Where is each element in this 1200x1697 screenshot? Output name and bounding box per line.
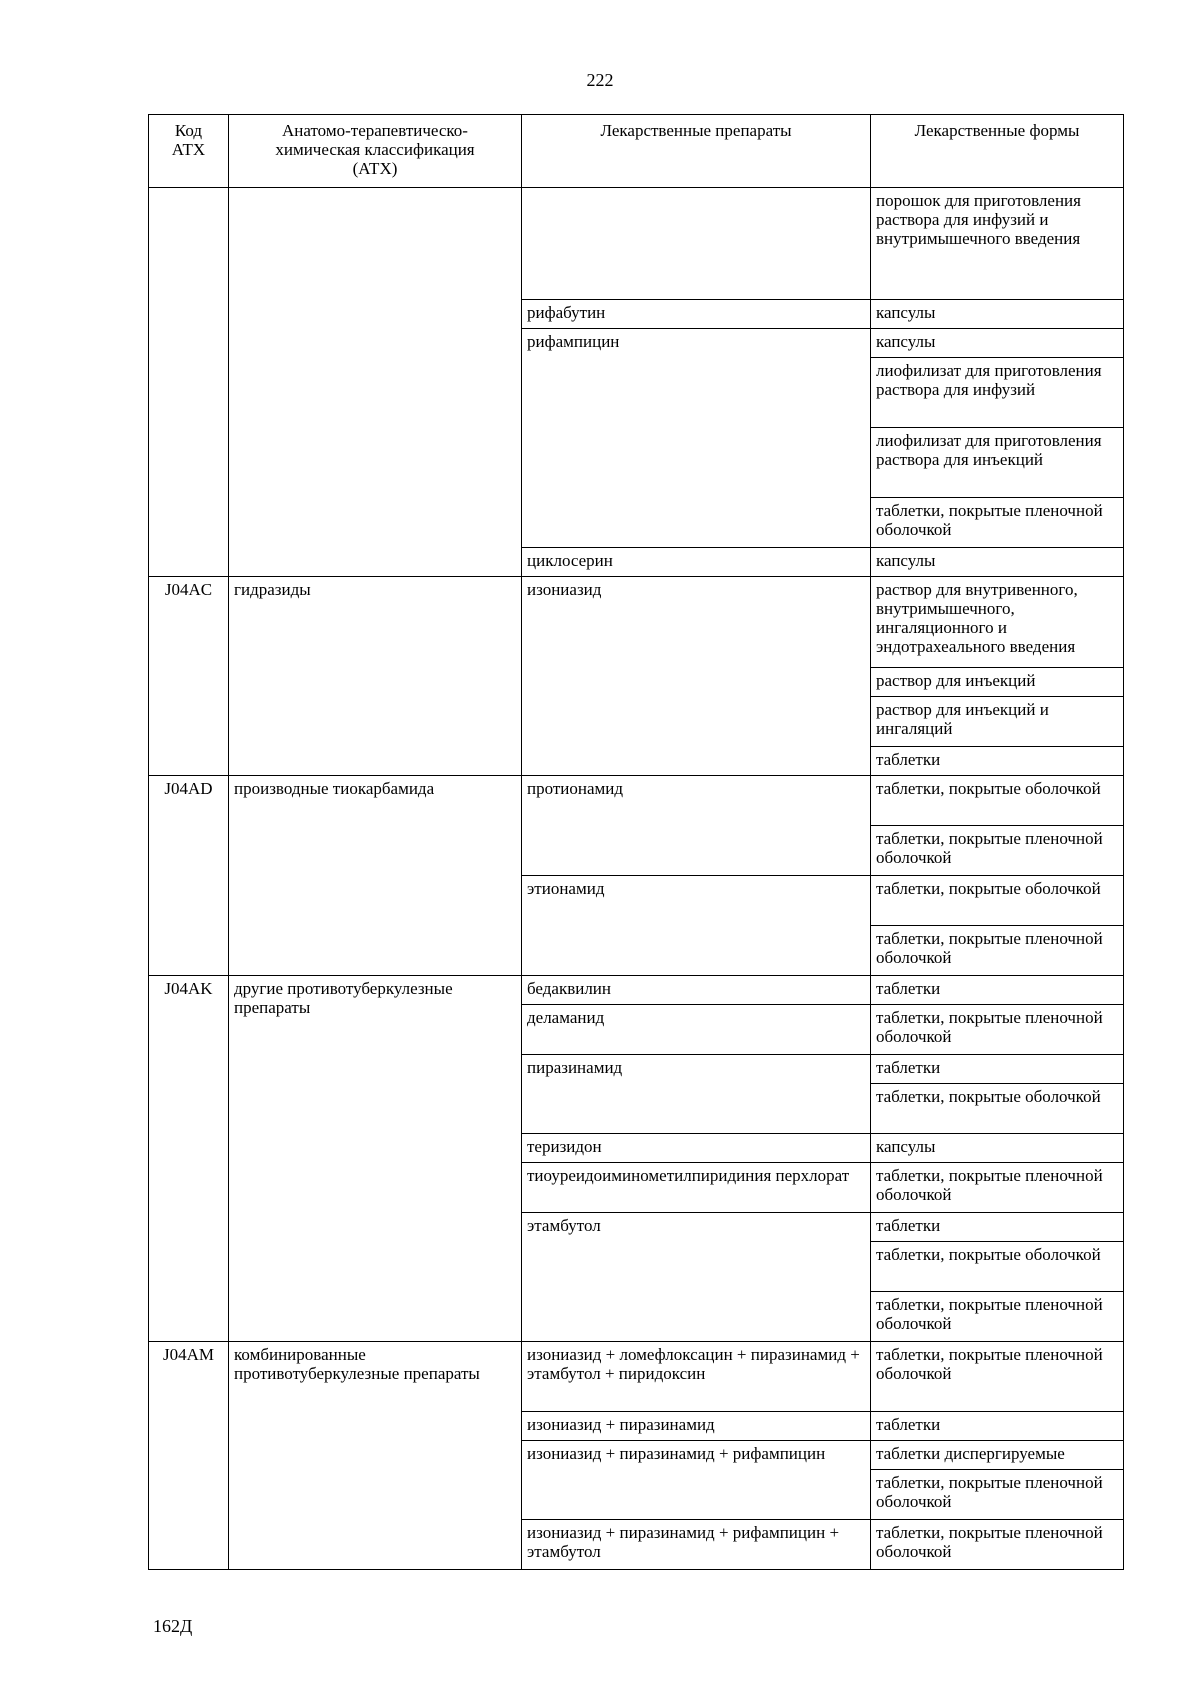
atx-group: другие противотуберкулезные препараты [229, 976, 522, 1342]
drug-name: циклосерин [522, 548, 871, 577]
drug-name: изониазид [522, 577, 871, 776]
dosage-form: раствор для инъекций и ингаляций [871, 697, 1124, 747]
table-row [149, 577, 1124, 668]
dosage-form: лиофилизат для приготовления раствора для инфузий [871, 358, 1124, 428]
dosage-form: таблетки [871, 1055, 1124, 1084]
dosage-form: капсулы [871, 329, 1124, 358]
dosage-form: таблетки, покрытые оболочкой [871, 876, 1124, 926]
atx-code: J04AM [149, 1342, 229, 1570]
dosage-form: таблетки, покрытые пленочной оболочкой [871, 1470, 1124, 1520]
drug-name: тиоуреидоиминометилпиридиния перхлорат [522, 1163, 871, 1213]
drug-name: этамбутол [522, 1213, 871, 1342]
dosage-form: таблетки, покрытые оболочкой [871, 1084, 1124, 1134]
dosage-form: таблетки, покрытые пленочной оболочкой [871, 1005, 1124, 1055]
atx-group: производные тиокарбамида [229, 776, 522, 976]
dosage-form: порошок для приготовления раствора для инфузий и внутримышечного введения [871, 188, 1124, 300]
drug-name: деламанид [522, 1005, 871, 1055]
dosage-form: таблетки диспергируемые [871, 1441, 1124, 1470]
atx-code: J04AC [149, 577, 229, 776]
drug-name: изониазид + пиразинамид + рифампицин + этамбутол [522, 1520, 871, 1570]
drug-name: этионамид [522, 876, 871, 976]
table-row [149, 776, 1124, 826]
drug-name [522, 188, 871, 300]
drug-name: изониазид + пиразинамид + рифампицин [522, 1441, 871, 1520]
atx-code: J04AK [149, 976, 229, 1342]
drug-name: протионамид [522, 776, 871, 876]
dosage-form: лиофилизат для приготовления раствора для инъекций [871, 428, 1124, 498]
dosage-form: таблетки, покрытые пленочной оболочкой [871, 1520, 1124, 1570]
table-row [149, 188, 1124, 300]
dosage-form: таблетки [871, 1213, 1124, 1242]
atx-table [148, 114, 1124, 1570]
atx-group [229, 188, 522, 577]
dosage-form: раствор для внутривенного, внутримышечного, ингаляционного и эндотрахеального введения [871, 577, 1124, 668]
header-atc: Анатомо-терапевтическо-химическая классификация (АТХ) [229, 115, 522, 188]
page-number: 222 [586, 70, 614, 90]
drug-name: рифабутин [522, 300, 871, 329]
dosage-form: таблетки [871, 747, 1124, 776]
atx-code: J04AD [149, 776, 229, 976]
drug-name: бедаквилин [522, 976, 871, 1005]
dosage-form: таблетки, покрытые пленочной оболочкой [871, 1342, 1124, 1412]
dosage-form: таблетки, покрытые пленочной оболочкой [871, 926, 1124, 976]
header-code: Код АТХ [149, 115, 229, 188]
atx-code [149, 188, 229, 577]
table-header-row [149, 115, 1124, 188]
header-forms: Лекарственные формы [871, 115, 1124, 188]
table-row [149, 976, 1124, 1005]
drug-name: изониазид + ломефлоксацин + пиразинамид + этамбутол + пиридоксин [522, 1342, 871, 1412]
table-row [149, 1342, 1124, 1412]
footer-code: 162Д [153, 1616, 193, 1636]
dosage-form: таблетки, покрытые пленочной оболочкой [871, 826, 1124, 876]
drug-name: пиразинамид [522, 1055, 871, 1134]
dosage-form: капсулы [871, 548, 1124, 577]
dosage-form: таблетки, покрытые пленочной оболочкой [871, 1292, 1124, 1342]
drug-name: изониазид + пиразинамид [522, 1412, 871, 1441]
dosage-form: капсулы [871, 1134, 1124, 1163]
atx-group: гидразиды [229, 577, 522, 776]
dosage-form: таблетки [871, 976, 1124, 1005]
dosage-form: таблетки, покрытые пленочной оболочкой [871, 1163, 1124, 1213]
dosage-form: раствор для инъекций [871, 668, 1124, 697]
drug-name: рифампицин [522, 329, 871, 548]
atx-group: комбинированные противотуберкулезные препараты [229, 1342, 522, 1570]
dosage-form: таблетки, покрытые пленочной оболочкой [871, 498, 1124, 548]
dosage-form: таблетки, покрытые оболочкой [871, 1242, 1124, 1292]
dosage-form: капсулы [871, 300, 1124, 329]
header-drugs: Лекарственные препараты [522, 115, 871, 188]
dosage-form: таблетки, покрытые оболочкой [871, 776, 1124, 826]
drug-name: теризидон [522, 1134, 871, 1163]
dosage-form: таблетки [871, 1412, 1124, 1441]
